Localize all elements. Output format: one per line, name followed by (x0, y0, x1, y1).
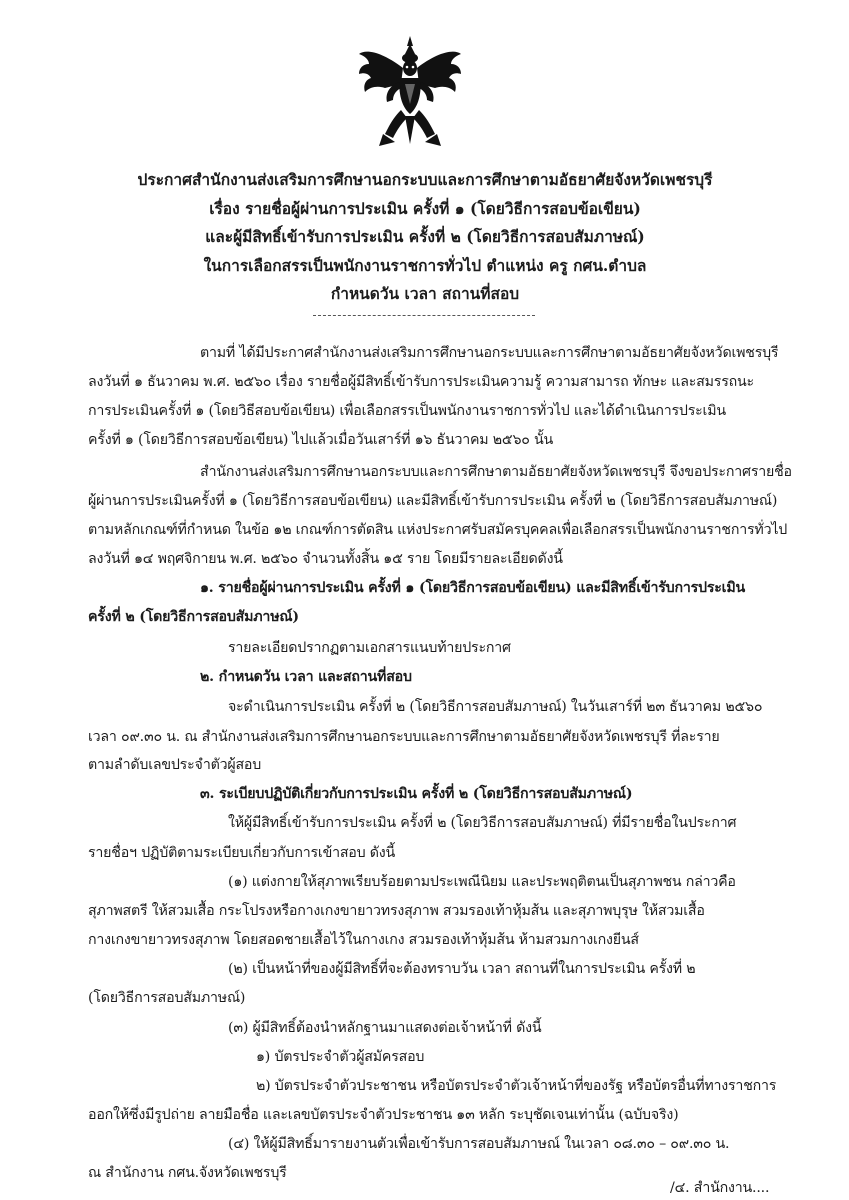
title-line-5: กำหนดวัน เวลา สถานที่สอบ (330, 284, 520, 303)
section-3-item-1: กางเกงขายาวทรงสุภาพ โดยสอดชายเสื้อไว้ในกางเกง สวมรองเท้าหุ้มส้น ห้ามสวมกางเกงยีนส์ (88, 932, 639, 948)
announcement-title (60, 166, 790, 309)
section-1-body: รายละเอียดปรากฏตามเอกสารแนบท้ายประกาศ (228, 640, 511, 656)
title-divider (313, 315, 535, 316)
section-3-item-2: (๒) เป็นหน้าที่ของผู้มีสิทธิ์ที่จะต้องทราบวัน เวลา สถานที่ในการประเมิน ครั้งที่ ๒ (228, 961, 696, 977)
section-3-line: รายชื่อฯ ปฏิบัติตามระเบียบเกี่ยวกับการเข้าสอบ ดังนี้ (88, 845, 395, 861)
section-3-item-3-sub: ๒) บัตรประจำตัวประชาชน หรือบัตรประจำตัวเจ้าหน้าที่ของรัฐ หรือบัตรอื่นที่ทางราชการ (256, 1078, 777, 1094)
garuda-emblem-icon (355, 34, 465, 152)
section-1-heading: ครั้งที่ ๒ (โดยวิธีการสอบสัมภาษณ์) (88, 609, 299, 625)
paragraph-2-line: ตามหลักเกณฑ์ที่กำหนด ในข้อ ๑๒ เกณฑ์การตัดสิน แห่งประกาศรับสมัครบุคคลเพื่อเลือกสรรเป็นพนักงานราชการทั่วไป (88, 522, 788, 538)
paragraph-1-line: ลงวันที่ ๑ ธันวาคม พ.ศ. ๒๕๖๐ เรื่อง รายชื่อผู้มีสิทธิ์เข้ารับการประเมินความรู้ ความสามารถ ทักษะ และสมรรถนะ (88, 374, 754, 390)
paragraph-2-line: ผู้ผ่านการประเมินครั้งที่ ๑ (โดยวิธีการสอบข้อเขียน) และมีสิทธิ์เข้ารับการประเมิน ครั้งที่ ๒ (โดยวิธีการสอบสัมภาษณ์) (88, 493, 778, 509)
section-1-heading: ๑. รายชื่อผู้ผ่านการประเมิน ครั้งที่ ๑ (โดยวิธีการสอบข้อเขียน) และมีสิทธิ์เข้ารับการประเมิน (200, 580, 745, 596)
section-2-line: เวลา ๐๙.๓๐ น. ณ สำนักงานส่งเสริมการศึกษานอกระบบและการศึกษาตามอัธยาศัยจังหวัดเพชรบุรี ที่ละราย (88, 729, 720, 745)
section-3-item-4: ณ สำนักงาน กศน.จังหวัดเพชรบุรี (88, 1165, 287, 1181)
section-3-item-3-sub: ๑) บัตรประจำตัวผู้สมัครสอบ (256, 1049, 425, 1065)
paragraph-1-line: ตามที่ ได้มีประกาศสำนักงานส่งเสริมการศึกษานอกระบบและการศึกษาตามอัธยาศัยจังหวัดเพชรบุรี (200, 345, 779, 361)
section-3-item-1: (๑) แต่งกายให้สุภาพเรียบร้อยตามประเพณีนิยม และประพฤติตนเป็นสุภาพชน กล่าวคือ (228, 874, 736, 890)
paragraph-2-line: สำนักงานส่งเสริมการศึกษานอกระบบและการศึกษาตามอัธยาศัยจังหวัดเพชรบุรี จึงขอประกาศรายชื่อ (200, 464, 792, 480)
title-line-3: และผู้มีสิทธิ์เข้ารับการประเมิน ครั้งที่ ๒ (โดยวิธีการสอบสัมภาษณ์) (205, 227, 645, 246)
title-line-2: เรื่อง รายชื่อผู้ผ่านการประเมิน ครั้งที่ ๑ (โดยวิธีการสอบข้อเขียน) (209, 198, 641, 218)
paragraph-2-line: ลงวันที่ ๑๔ พฤศจิกายน พ.ศ. ๒๕๖๐ จำนวนทั้งสิ้น ๑๕ ราย โดยมีรายละเอียดดังนี้ (88, 551, 563, 567)
paragraph-1-line: ครั้งที่ ๑ (โดยวิธีการสอบข้อเขียน) ไปแล้วเมื่อวันเสาร์ที่ ๑๖ ธันวาคม ๒๕๖๐ นั้น (88, 432, 554, 448)
section-3-item-4: (๔) ให้ผู้มีสิทธิ์มารายงานตัวเพื่อเข้ารับการสอบสัมภาษณ์ ในเวลา ๐๘.๓๐ – ๐๙.๓๐ น. (228, 1136, 730, 1152)
paragraph-1-line: การประเมินครั้งที่ ๑ (โดยวิธีสอบข้อเขียน) เพื่อเลือกสรรเป็นพนักงานราชการทั่วไป และได้ดำเนินการประเมิน (88, 403, 726, 419)
section-3-item-3-sub: ออกให้ซึ่งมีรูปถ่าย ลายมือชื่อ และเลขบัตรประจำตัวประชาชน ๑๓ หลัก ระบุชัดเจนเท่านั้น (ฉบับจริง) (88, 1107, 679, 1123)
section-3-line: ให้ผู้มีสิทธิ์เข้ารับการประเมิน ครั้งที่ ๒ (โดยวิธีการสอบสัมภาษณ์) ที่มีรายชื่อในประกาศ (228, 815, 737, 831)
section-3-item-3: (๓) ผู้มีสิทธิ์ต้องนำหลักฐานมาแสดงต่อเจ้าหน้าที่ ดังนี้ (228, 1020, 542, 1036)
section-2-line: จะดำเนินการประเมิน ครั้งที่ ๒ (โดยวิธีการสอบสัมภาษณ์) ในวันเสาร์ที่ ๒๓ ธันวาคม ๒๕๖๐ (228, 699, 763, 715)
title-line-4: ในการเลือกสรรเป็นพนักงานราชการทั่วไป ตำแหน่ง ครู กศน.ตำบล (203, 255, 647, 275)
continuation-note: /๔. สำนักงาน.... (670, 1180, 770, 1196)
section-3-heading: ๓. ระเบียบปฏิบัติเกี่ยวกับการประเมิน ครั้งที่ ๒ (โดยวิธีการสอบสัมภาษณ์) (200, 786, 633, 802)
title-line-1: ประกาศสำนักงานส่งเสริมการศึกษานอกระบบและการศึกษาตามอัธยาศัยจังหวัดเพชรบุรี (137, 170, 713, 189)
section-3-item-1: สุภาพสตรี ให้สวมเสื้อ กระโปรงหรือกางเกงขายาวทรงสุภาพ สวมรองเท้าหุ้มส้น และสุภาพบุรุษ ให้สวมเสื้อ (88, 903, 705, 919)
section-2-line: ตามลำดับเลขประจำตัวผู้สอบ (88, 757, 262, 773)
section-3-item-2: (โดยวิธีการสอบสัมภาษณ์) (88, 990, 246, 1006)
section-2-heading: ๒. กำหนดวัน เวลา และสถานที่สอบ (200, 669, 412, 685)
